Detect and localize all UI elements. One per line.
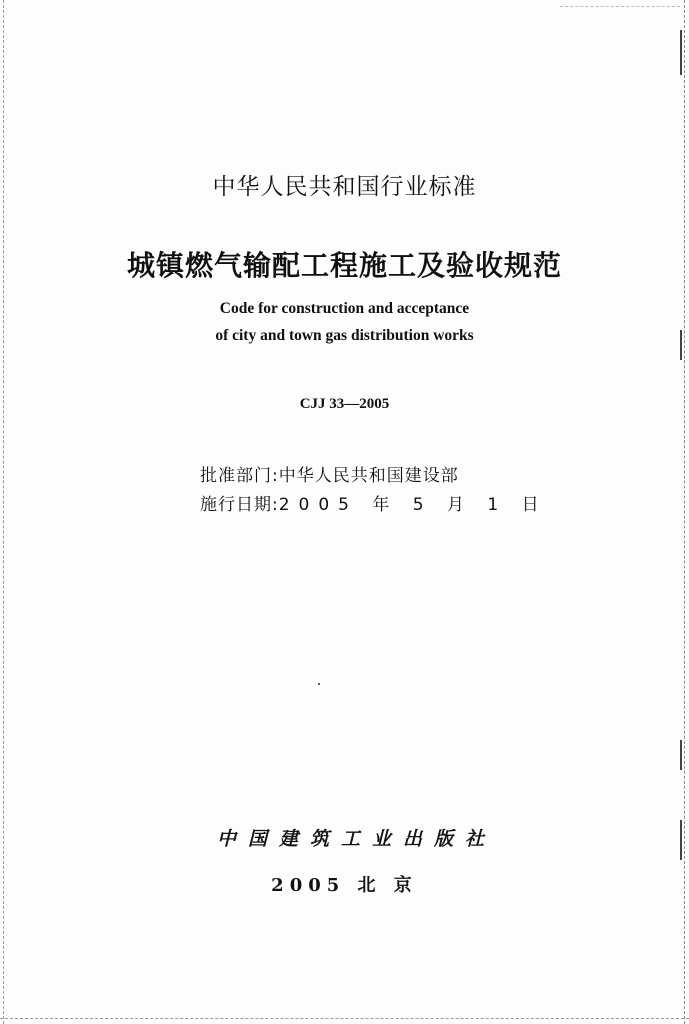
approval-value: 中华人民共和国建设部 xyxy=(278,466,459,486)
publisher-name: 中国建筑工业出版社 xyxy=(216,828,496,850)
scan-speck xyxy=(318,683,320,685)
effective-label: 施行日期: xyxy=(200,495,279,515)
scan-mark xyxy=(680,30,682,75)
effective-value: 2005 年 5 月 1 日 xyxy=(278,495,548,515)
standard-code: CJJ 33—2005 xyxy=(299,396,390,412)
approval-label: 批准部门: xyxy=(200,466,279,486)
effective-date-line xyxy=(200,490,548,515)
publish-year-place: 2005 北 京 xyxy=(271,875,418,896)
document-title-en-line1: Code for construction and acceptance xyxy=(219,300,470,317)
scan-edge-bottom xyxy=(0,1018,689,1019)
industry-standard-header: 中华人民共和国行业标准 xyxy=(212,174,477,200)
document-title-en-line2: of city and town gas distribution works xyxy=(215,327,474,344)
approval-line xyxy=(200,461,459,486)
scan-mark xyxy=(680,740,682,770)
scan-edge-top xyxy=(560,6,680,7)
document-title-cn: 城镇燃气输配工程施工及验收规范 xyxy=(126,249,562,282)
